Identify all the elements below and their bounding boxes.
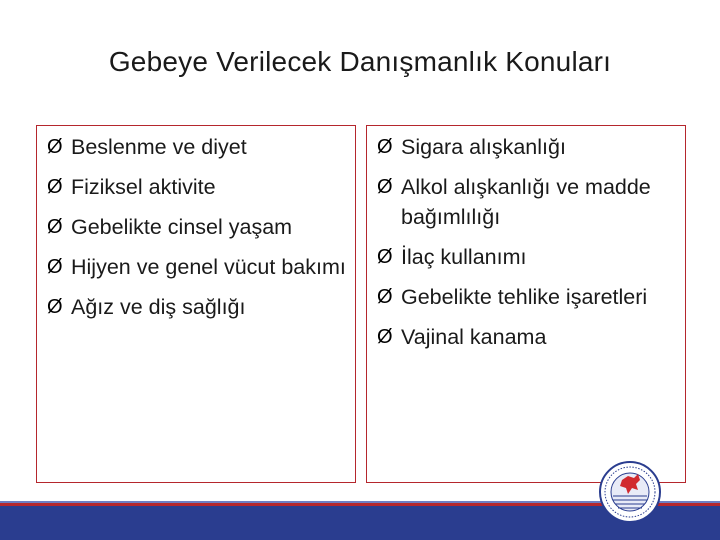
slide-title: Gebeye Verilecek Danışmanlık Konuları xyxy=(108,46,612,77)
arrow-bullet-icon: Ø xyxy=(47,216,63,238)
list-item-label: Ağız ve diş sağlığı xyxy=(71,295,246,319)
list-item-label: Beslenme ve diyet xyxy=(71,135,247,159)
right-topic-list xyxy=(367,126,685,352)
list-item-label: Vajinal kanama xyxy=(401,325,547,349)
right-topic-box xyxy=(366,125,686,483)
list-item-label: Alkol alışkanlığı ve madde bağımlılığı xyxy=(401,175,651,229)
list-item-label: Gebelikte tehlike işaretleri xyxy=(401,285,648,309)
arrow-bullet-icon: Ø xyxy=(377,326,393,348)
arrow-bullet-icon: Ø xyxy=(377,136,393,158)
list-item-label: İlaç kullanımı xyxy=(401,245,527,269)
list-item-label: Hijyen ve genel vücut bakımı xyxy=(71,255,346,279)
list-item xyxy=(47,132,355,162)
arrow-bullet-icon: Ø xyxy=(47,256,63,278)
list-item-label: Fiziksel aktivite xyxy=(71,175,216,199)
list-item xyxy=(377,282,685,312)
list-item xyxy=(377,242,685,272)
list-item xyxy=(47,292,355,322)
list-item xyxy=(47,212,355,242)
list-item-label: Sigara alışkanlığı xyxy=(401,135,566,159)
left-topic-list xyxy=(37,126,355,322)
arrow-bullet-icon: Ø xyxy=(47,136,63,158)
arrow-bullet-icon: Ø xyxy=(377,246,393,268)
arrow-bullet-icon: Ø xyxy=(47,176,63,198)
list-item xyxy=(377,132,685,162)
arrow-bullet-icon: Ø xyxy=(47,296,63,318)
list-item xyxy=(377,172,685,232)
left-topic-box xyxy=(36,125,356,483)
list-item xyxy=(47,252,355,282)
arrow-bullet-icon: Ø xyxy=(377,286,393,308)
list-item-label: Gebelikte cinsel yaşam xyxy=(71,215,293,239)
arrow-bullet-icon: Ø xyxy=(377,176,393,198)
list-item xyxy=(47,172,355,202)
list-item xyxy=(377,322,685,352)
university-seal-icon xyxy=(598,460,662,524)
